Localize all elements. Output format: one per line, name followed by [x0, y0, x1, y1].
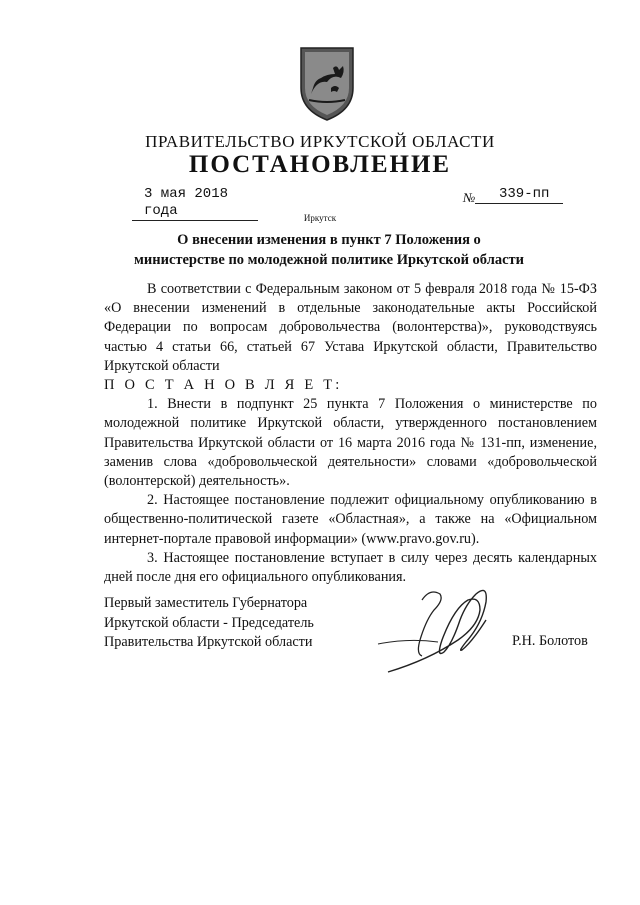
item-paragraph-2: 2. Настоящее постановление подлежит официальному опубликованию в общественно-политической газете «Областная», а также на «Официальном интернет-портале правовой информации» (www.pravo.gov.ru).	[104, 492, 597, 547]
preamble-paragraph: В соответствии с Федеральным законом от 5 февраля 2018 года № 15-ФЗ «О внесении изменений в отдельные законодательные акты Российской Федерации по вопросам добровольчества (волонтерства)», руководствуясь частью 4 статьи 66, статьей 67 Устава Иркутской области, Правительство Иркутской области	[104, 281, 597, 374]
item-paragraph-1: 1. Внести в подпункт 25 пункта 7 Положения о министерстве по молодежной политике Иркутской области, утвержденного постановлением Правительства Иркутской области от 16 марта 2016 года № 131-пп, изменение, заменив слова «добровольческой деятельности» словами «добровольческой (волонтерской) деятельность».	[104, 396, 597, 490]
handwritten-signature	[368, 580, 508, 680]
government-title: ПРАВИТЕЛЬСТВО ИРКУТСКОЙ ОБЛАСТИ	[145, 132, 495, 151]
item-paragraph-3: 3. Настоящее постановление вступает в силу через десять календарных дней после дня его официального опубликования.	[104, 549, 597, 586]
coat-of-arms-emblem	[297, 44, 357, 122]
document-number: 339-пп	[475, 186, 563, 204]
signer-name: Р.Н. Болотов	[512, 633, 588, 649]
document-type-title: ПОСТАНОВЛЕНИЕ	[188, 151, 452, 178]
number-label: №	[463, 190, 476, 205]
signer-position-line: Иркутской области - Председатель	[104, 614, 314, 631]
document-subject: О внесении изменения в пункт 7 Положения о министерстве по молодежной политике Иркутской области	[134, 232, 524, 268]
signer-position	[104, 594, 344, 653]
city-label: Иркутск	[303, 213, 337, 223]
signer-position-line: Первый заместитель Губернатора	[104, 595, 308, 611]
decree-word: П О С Т А Н О В Л Я Е Т:	[104, 377, 343, 394]
document-date: 3 мая 2018 года	[132, 186, 258, 221]
document-body	[104, 280, 597, 587]
signer-position-line: Правительства Иркутской области	[104, 634, 313, 650]
